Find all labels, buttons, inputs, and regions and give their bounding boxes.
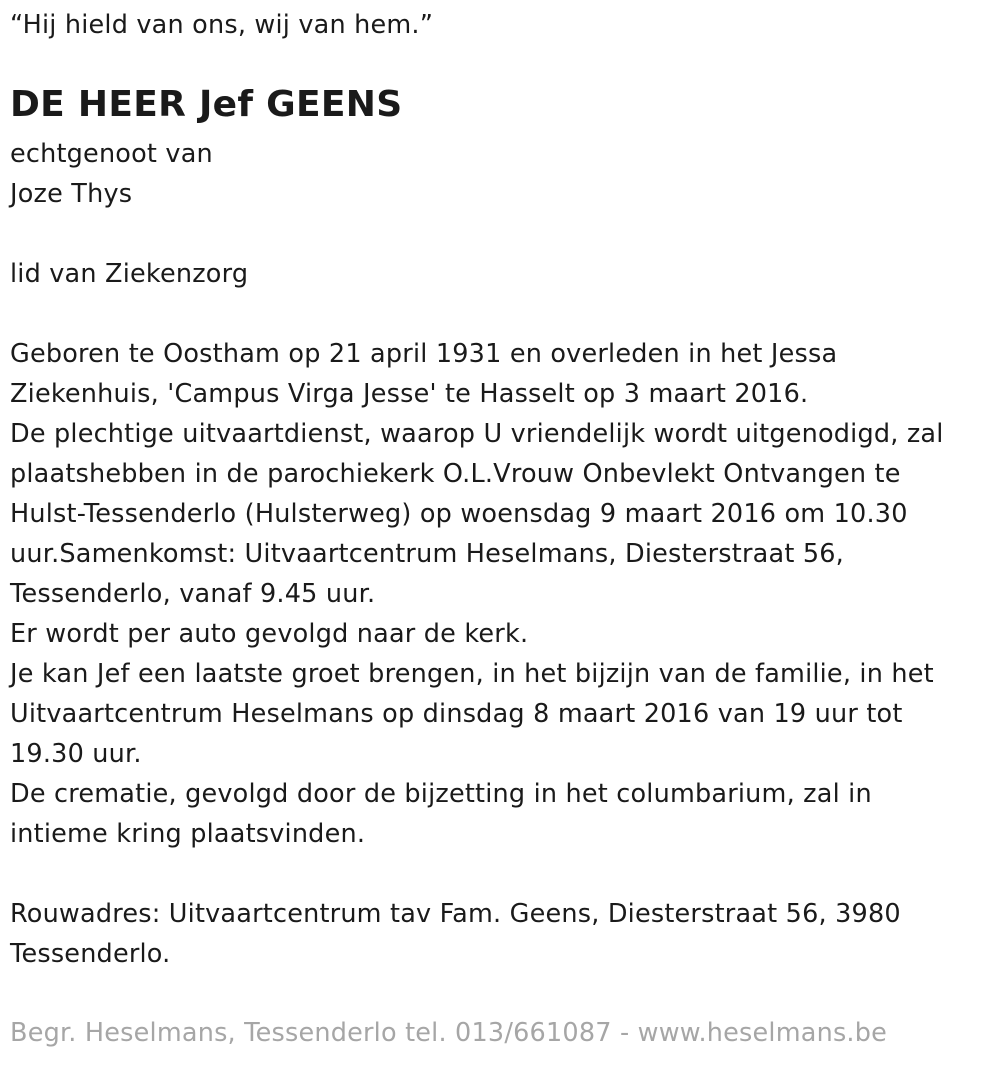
mourning-address [10, 894, 901, 974]
body-line: Tessenderlo, vanaf 9.45 uur. [10, 579, 376, 609]
membership-block [10, 254, 248, 294]
memorial-quote: “Hij hield van ons, wij van hem.” [10, 10, 434, 40]
relation-block [10, 134, 213, 214]
deceased-name: DE HEER Jef GEENS [10, 84, 403, 125]
obituary-body [10, 334, 944, 854]
body-line: Ziekenhuis, 'Campus Virga Jesse' te Hasselt op 3 maart 2016. [10, 379, 809, 409]
body-line: Je kan Jef een laatste groet brengen, in het bijzijn van de familie, in het [10, 659, 934, 689]
body-line: Er wordt per auto gevolgd naar de kerk. [10, 619, 529, 649]
body-line: De crematie, gevolgd door de bijzetting in het columbarium, zal in [10, 779, 872, 809]
address-line: Tessenderlo. [10, 939, 171, 969]
relation-line: echtgenoot van [10, 139, 213, 169]
funeral-home-footer: Begr. Heselmans, Tessenderlo tel. 013/661087 - www.heselmans.be [10, 1018, 888, 1048]
body-line: intieme kring plaatsvinden. [10, 819, 366, 849]
body-line: uur.Samenkomst: Uitvaartcentrum Heselmans, Diesterstraat 56, [10, 539, 844, 569]
body-line: plaatshebben in de parochiekerk O.L.Vrouw Onbevlekt Ontvangen te [10, 459, 901, 489]
membership-line: lid van Ziekenzorg [10, 259, 249, 289]
body-line: Uitvaartcentrum Heselmans op dinsdag 8 maart 2016 van 19 uur tot [10, 699, 903, 729]
body-line: De plechtige uitvaartdienst, waarop U vriendelijk wordt uitgenodigd, zal [10, 419, 944, 449]
address-line: Rouwadres: Uitvaartcentrum tav Fam. Geens, Diesterstraat 56, 3980 [10, 899, 901, 929]
body-line: 19.30 uur. [10, 739, 142, 769]
body-line: Hulst-Tessenderlo (Hulsterweg) op woensdag 9 maart 2016 om 10.30 [10, 499, 908, 529]
spouse-name: Joze Thys [10, 179, 133, 209]
body-line: Geboren te Oostham op 21 april 1931 en overleden in het Jessa [10, 339, 838, 369]
